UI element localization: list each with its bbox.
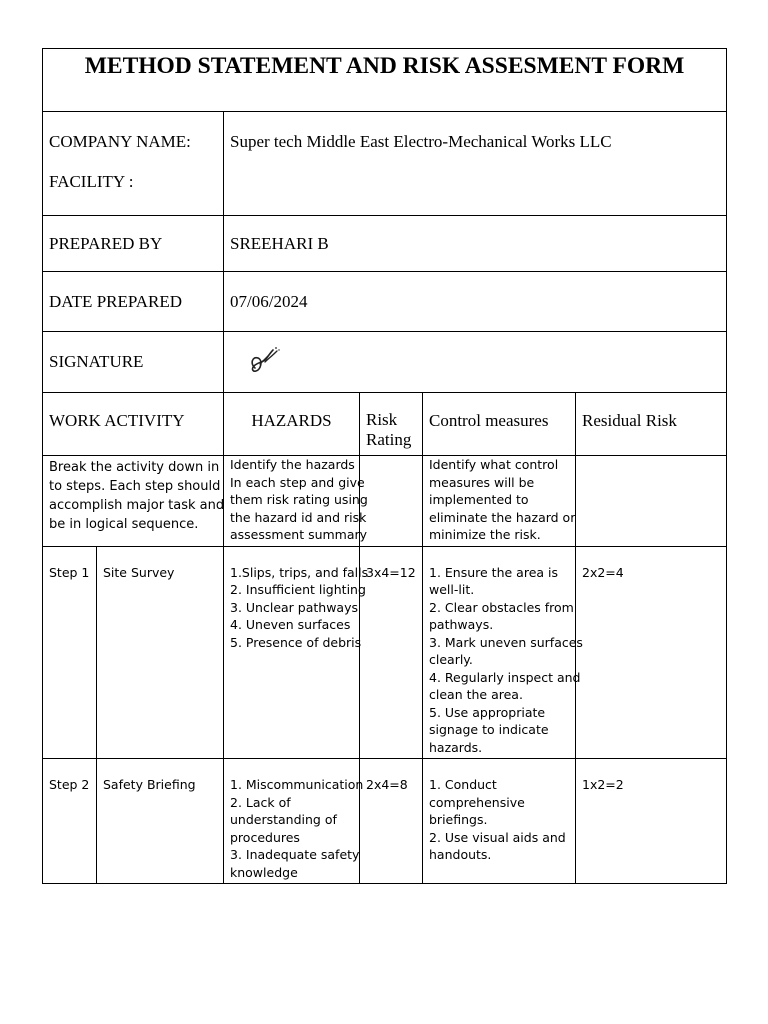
header-residual-risk: Residual Risk — [576, 393, 727, 456]
hazard-line: 3. Unclear pathways — [230, 599, 358, 615]
guidance-hazards — [224, 456, 368, 547]
control-line: well-lit. — [429, 582, 475, 597]
guidance-control — [423, 456, 576, 547]
company-facility-values — [224, 112, 727, 216]
header-control-measures: Control measures — [423, 393, 576, 456]
prepared-by-label: PREPARED BY — [43, 216, 224, 272]
guidance-line: the hazard id and risk — [230, 509, 367, 525]
risk-assessment-form — [42, 48, 726, 884]
hazard-line: 5. Presence of debris — [230, 634, 362, 650]
guidance-risk-empty — [360, 456, 423, 547]
company-name-value: Super tech Middle East Electro-Mechanical Works LLC — [230, 132, 612, 151]
date-prepared-label: DATE PREPARED — [43, 272, 224, 332]
control-line: handouts. — [429, 847, 492, 862]
step-risk-rating: 3x4=12 — [360, 546, 423, 759]
control-line: 1. Conduct — [429, 777, 497, 792]
guidance-residual-empty — [576, 456, 727, 547]
guidance-line: to steps. Each step should — [49, 479, 221, 494]
guidance-line: In each step and give — [230, 474, 365, 490]
control-line: 5. Use appropriate — [429, 704, 546, 720]
step-number: Step 2 — [43, 759, 97, 884]
signature-label: SIGNATURE — [43, 332, 224, 393]
hazard-line: 1. Miscommunication — [230, 777, 364, 792]
guidance-line: minimize the risk. — [429, 527, 541, 542]
signature-cell — [224, 332, 727, 393]
guidance-line: implemented to — [429, 492, 529, 507]
facility-label: FACILITY : — [49, 172, 134, 191]
table-row — [43, 546, 727, 759]
step-control-measures — [423, 759, 576, 884]
hazard-line: 3. Inadequate safety — [230, 847, 360, 862]
step-hazards — [224, 759, 364, 884]
date-prepared-value: 07/06/2024 — [224, 272, 727, 332]
hazard-line: knowledge — [230, 864, 298, 880]
guidance-work-activity — [43, 456, 224, 547]
hazard-line: 1.Slips, trips, and falls — [230, 564, 369, 580]
guidance-line: eliminate the hazard or — [429, 509, 576, 525]
control-line: 4. Regularly inspect and — [429, 669, 581, 685]
header-risk-rating-line1: Risk — [366, 410, 398, 429]
control-line: hazards. — [429, 739, 483, 755]
guidance-line: assessment summary — [230, 527, 368, 542]
control-line: 2. Use visual aids and — [429, 829, 566, 845]
header-hazards: HAZARDS — [224, 393, 360, 456]
control-line: clean the area. — [429, 687, 523, 702]
hazard-line: understanding of — [230, 812, 337, 827]
control-line: comprehensive — [429, 794, 525, 810]
header-risk-rating-line2: Rating — [366, 430, 412, 449]
form-table — [42, 48, 727, 884]
guidance-line: be in logical sequence. — [49, 517, 199, 532]
company-name-label: COMPANY NAME: — [49, 132, 191, 151]
step-activity: Site Survey — [97, 546, 224, 759]
company-facility-labels — [43, 112, 224, 216]
control-line: signage to indicate — [429, 722, 549, 737]
hazard-line: procedures — [230, 829, 300, 845]
step-control-measures — [423, 546, 583, 759]
hazard-line: 2. Insufficient lighting — [230, 582, 366, 597]
hazard-line: 2. Lack of — [230, 794, 291, 810]
step-risk-rating: 2x4=8 — [360, 759, 423, 884]
step-activity: Safety Briefing — [97, 759, 224, 884]
step-hazards — [224, 546, 369, 759]
header-work-activity: WORK ACTIVITY — [43, 393, 224, 456]
step-residual-risk: 2x2=4 — [576, 546, 727, 759]
control-line: clearly. — [429, 652, 473, 667]
control-line: briefings. — [429, 812, 488, 827]
guidance-line: Break the activity down in — [49, 460, 220, 475]
prepared-by-value: SREEHARI B — [224, 216, 727, 272]
control-line: 1. Ensure the area is — [429, 564, 559, 580]
guidance-line: them risk rating using — [230, 492, 368, 507]
guidance-line: Identify the hazards — [230, 457, 355, 472]
guidance-line: Identify what control — [429, 457, 559, 472]
guidance-line: measures will be — [429, 474, 535, 490]
table-row — [43, 759, 727, 884]
header-risk-rating — [360, 393, 423, 456]
control-line: 2. Clear obstacles from — [429, 599, 574, 615]
guidance-line: accomplish major task and — [49, 498, 225, 513]
control-line: pathways. — [429, 617, 494, 632]
form-title: METHOD STATEMENT AND RISK ASSESMENT FORM — [43, 49, 727, 112]
control-line: 3. Mark uneven surfaces — [429, 634, 583, 650]
step-residual-risk: 1x2=2 — [576, 759, 727, 884]
hazard-line: 4. Uneven surfaces — [230, 617, 351, 632]
step-number: Step 1 — [43, 546, 97, 759]
handwritten-signature — [246, 342, 286, 382]
